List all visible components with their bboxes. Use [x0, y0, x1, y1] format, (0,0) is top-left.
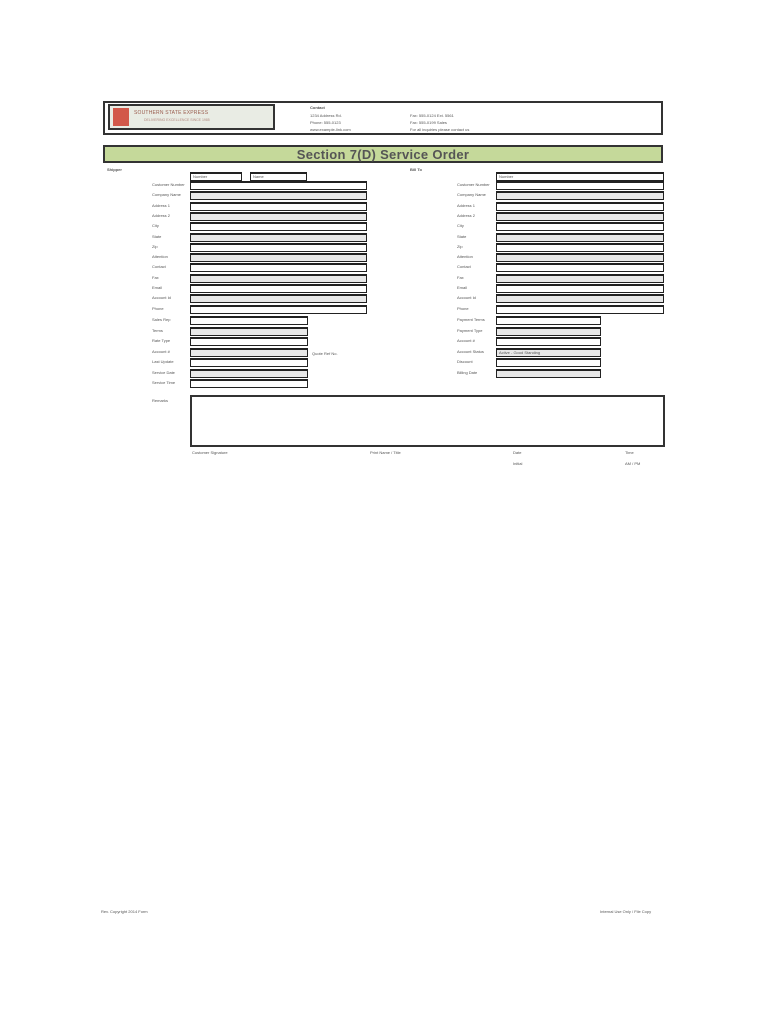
- billto-customer-number-value: Number: [499, 174, 514, 179]
- billto-input-field[interactable]: [496, 212, 664, 221]
- comments-textarea[interactable]: [190, 395, 665, 447]
- billto-field-label: Company Name: [457, 192, 486, 198]
- shipper-small-label: Terms: [152, 327, 163, 333]
- shipper-field-label: Fax: [152, 274, 159, 280]
- billto-small-label: Account Status: [457, 348, 484, 354]
- shipper-input-field[interactable]: [190, 305, 367, 314]
- billto-small-input[interactable]: [496, 316, 601, 325]
- shipper-customer-number-field[interactable]: [190, 172, 242, 181]
- billto-input-field[interactable]: [496, 191, 664, 200]
- logo-mark-icon: [113, 108, 129, 126]
- print-name-label: Print Name / Title: [370, 450, 401, 455]
- billto-field-label: Contact: [457, 264, 471, 270]
- shipper-field-label: Company Name: [152, 192, 181, 198]
- billto-input-field[interactable]: [496, 243, 664, 252]
- logo-text: SOUTHERN STATE EXPRESS: [134, 110, 209, 116]
- shipper-heading: Shipper: [107, 167, 122, 172]
- quote-ref-label: Quote Ref No.: [312, 351, 338, 356]
- shipper-small-input[interactable]: [190, 337, 308, 346]
- page-footer-left: Rev. Copyright 2014 Form: [101, 909, 148, 914]
- billto-field-label: Customer Number: [457, 182, 490, 187]
- shipper-field-label: State: [152, 233, 162, 239]
- shipper-field-label: Zip: [152, 243, 158, 249]
- billto-small-label: Billing Date: [457, 369, 478, 375]
- shipper-small-label: Rate Type: [152, 338, 171, 343]
- shipper-field-label: Attention: [152, 254, 168, 260]
- shipper-small-label: Service Date: [152, 369, 175, 375]
- billto-customer-number-field[interactable]: [496, 172, 664, 181]
- billto-field-label: Fax: [457, 274, 464, 280]
- shipper-input-field[interactable]: [190, 243, 367, 252]
- billto-small-input[interactable]: [496, 348, 601, 357]
- billto-field-label: State: [457, 233, 467, 239]
- billto-input-field[interactable]: [496, 294, 664, 303]
- shipper-small-input[interactable]: [190, 327, 308, 336]
- billto-field-label: Address 1: [457, 202, 476, 208]
- shipper-field-label: Address 1: [152, 202, 171, 208]
- shipper-input-field[interactable]: [190, 212, 367, 221]
- billto-field-label: Account Id: [457, 295, 476, 301]
- page-footer-right: Internal Use Only / File Copy: [600, 909, 652, 914]
- billto-field-label: City: [457, 223, 464, 229]
- billto-small-input[interactable]: [496, 369, 601, 378]
- shipper-field-label: Phone: [152, 305, 164, 311]
- billto-field-label: Zip: [457, 243, 463, 249]
- billto-small-label: Account #: [457, 338, 475, 343]
- header-info-6: For all inquiries please contact us: [410, 127, 470, 132]
- billto-input-field[interactable]: [496, 233, 664, 242]
- comments-label: Remarks: [152, 398, 169, 403]
- shipper-small-label: Service Time: [152, 380, 176, 385]
- shipper-small-label: Account #: [152, 348, 170, 354]
- shipper-small-label: Sales Rep: [152, 317, 171, 322]
- shipper-input-field[interactable]: [190, 263, 367, 272]
- billto-field-label: Attention: [457, 254, 473, 260]
- shipper-company-name-value: Name: [253, 174, 264, 179]
- title-bar: [103, 145, 663, 163]
- shipper-small-input[interactable]: [190, 379, 308, 388]
- shipper-customer-search-field[interactable]: [250, 172, 307, 181]
- shipper-small-label: Last Update: [152, 359, 174, 364]
- shipper-input-field[interactable]: [190, 294, 367, 303]
- billto-field-label: Address 2: [457, 212, 476, 218]
- billto-input-field[interactable]: [496, 181, 664, 190]
- billto-status-value: Active - Good Standing: [499, 349, 541, 355]
- header-info-5: Fax: 555-0199 Sales: [410, 120, 447, 125]
- billto-field-label: Email: [457, 285, 468, 290]
- billto-input-field[interactable]: [496, 305, 664, 314]
- billto-input-field[interactable]: [496, 222, 664, 231]
- shipper-small-input[interactable]: [190, 316, 308, 325]
- time-label: Time: [625, 450, 634, 455]
- shipper-field-label: Email: [152, 285, 163, 290]
- logo-tagline: DELIVERING EXCELLENCE SINCE 1985: [144, 118, 210, 122]
- initial-label: Initial: [513, 461, 523, 466]
- billto-input-field[interactable]: [496, 284, 664, 293]
- shipper-input-field[interactable]: [190, 233, 367, 242]
- header-section-label: Contact: [310, 105, 325, 110]
- header-info-4: Fax: 555-0124 Ext. 5561: [410, 113, 454, 118]
- shipper-input-field[interactable]: [190, 202, 367, 211]
- ampm-label: AM / PM: [625, 461, 641, 466]
- billto-small-input[interactable]: [496, 358, 601, 367]
- billto-input-field[interactable]: [496, 263, 664, 272]
- billto-input-field[interactable]: [496, 253, 664, 262]
- billto-field-label: Phone: [457, 305, 469, 311]
- billto-small-label: Discount: [457, 359, 473, 364]
- shipper-field-label: Account Id: [152, 295, 171, 301]
- shipper-input-field[interactable]: [190, 274, 367, 283]
- shipper-field-label: Customer Number: [152, 182, 185, 187]
- shipper-input-field[interactable]: [190, 191, 367, 200]
- billto-small-input[interactable]: [496, 337, 601, 346]
- billto-input-field[interactable]: [496, 202, 664, 211]
- page-title: Section 7(D) Service Order: [296, 146, 470, 162]
- header-info-2: Phone: 555-0123: [310, 120, 341, 125]
- shipper-input-field[interactable]: [190, 222, 367, 231]
- shipper-input-field[interactable]: [190, 284, 367, 293]
- billto-small-label: Payment Type: [457, 327, 483, 333]
- shipper-field-label: City: [152, 223, 159, 229]
- signature-label: Customer Signature: [192, 450, 228, 455]
- billto-small-input[interactable]: [496, 327, 601, 336]
- shipper-small-input[interactable]: [190, 369, 308, 378]
- header-info-3: www.example-link.com: [310, 127, 351, 132]
- date-label: Date: [513, 450, 522, 455]
- shipper-input-field[interactable]: [190, 181, 367, 190]
- shipper-small-input[interactable]: [190, 358, 308, 367]
- shipper-field-label: Address 2: [152, 212, 171, 218]
- shipper-field-label: Contact: [152, 264, 166, 270]
- shipper-customer-number-value: Number: [193, 174, 208, 179]
- billto-heading: Bill To: [410, 167, 422, 172]
- header-info-1: 1234 Address Rd.: [310, 113, 342, 118]
- billto-small-label: Payment Terms: [457, 317, 485, 322]
- billto-input-field[interactable]: [496, 274, 664, 283]
- shipper-small-input[interactable]: [190, 348, 308, 357]
- shipper-input-field[interactable]: [190, 253, 367, 262]
- company-logo: [108, 104, 275, 130]
